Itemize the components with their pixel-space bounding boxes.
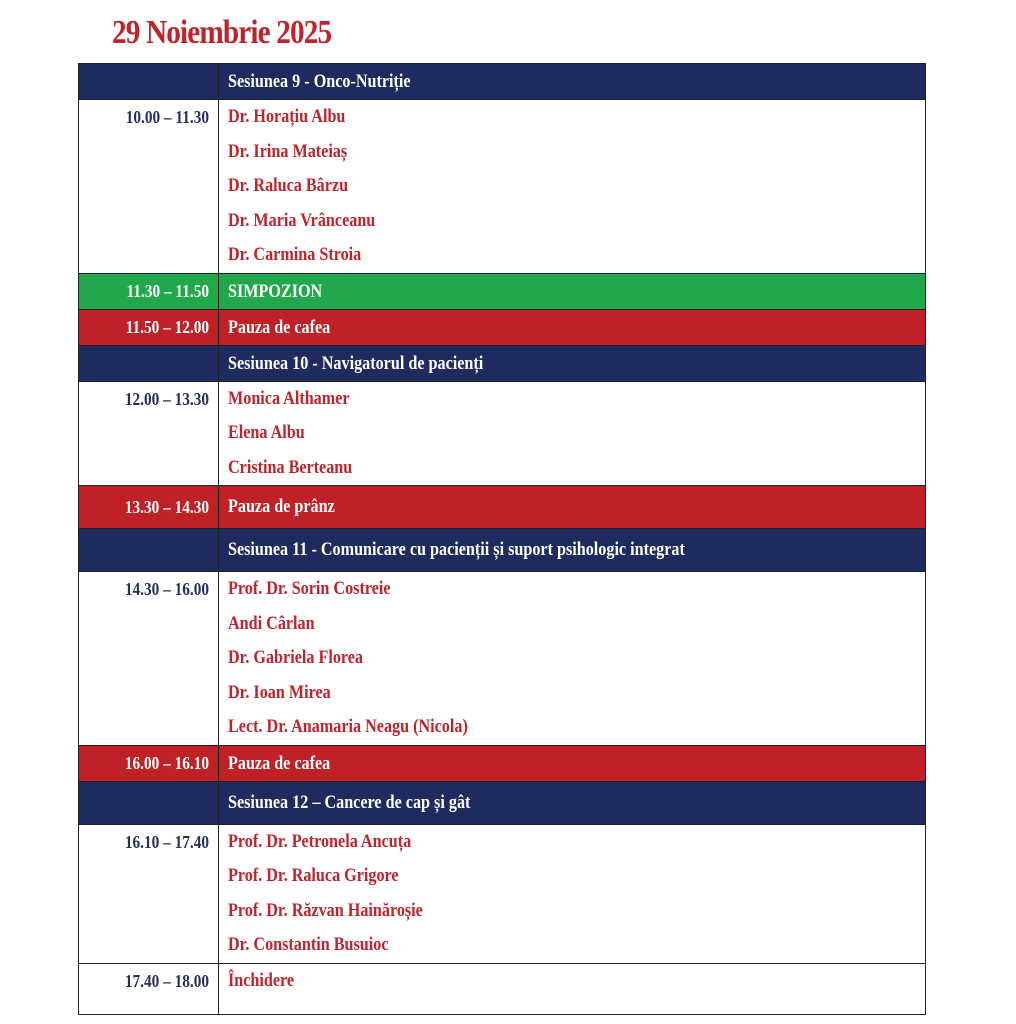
time-cell: 13.30 – 14.30 [79,486,219,529]
time-cell [79,529,219,572]
event-label: Pauza de cafea [219,745,926,781]
speaker-name: Cristina Berteanu [228,456,353,478]
session-title: Sesiunea 10 - Navigatorul de pacienți [219,345,926,381]
time-cell: 11.50 – 12.00 [79,309,219,345]
speaker-name: Prof. Dr. Răzvan Hainăroșie [228,899,423,921]
simpozion-row [79,273,926,309]
speakers-list [219,572,926,746]
time-cell [79,345,219,381]
session-11-header-row [79,529,926,572]
speakers-list [219,381,926,486]
session-9-header-row [79,64,926,100]
coffee-break-row [79,745,926,781]
time-cell: 16.10 – 17.40 [79,824,219,963]
closing-row [79,963,926,1014]
session-10-header-row [79,345,926,381]
speaker-name: Elena Albu [228,422,305,443]
event-label: Pauza de cafea [219,309,926,345]
speaker-name: Prof. Dr. Raluca Grigore [228,865,399,886]
speaker-name: Monica Althamer [228,387,350,409]
time-cell: 14.30 – 16.00 [79,572,219,746]
speaker-name: Dr. Ioan Mirea [228,681,331,703]
lunch-break-row [79,486,926,529]
speakers-list [219,824,926,963]
speaker-name: Dr. Maria Vrânceanu [228,209,376,231]
session-12-header-row [79,781,926,824]
session-11-speakers-row [79,572,926,746]
speaker-name: Dr. Irina Mateiaș [228,140,348,162]
session-title: Sesiunea 12 – Cancere de cap și gât [219,781,926,824]
speaker-name: Prof. Dr. Petronela Ancuța [228,830,412,852]
page-title: 29 Noiembrie 2025 [112,14,332,51]
session-10-speakers-row [79,381,926,486]
time-cell [79,781,219,824]
session-9-speakers-row [79,100,926,274]
speaker-name: Dr. Constantin Busuioc [228,934,389,955]
speaker-name: Andi Cârlan [228,612,315,634]
time-cell: 11.30 – 11.50 [79,273,219,309]
session-title: Sesiunea 11 - Comunicare cu pacienții și suport psihologic integrat [219,529,926,572]
time-cell: 17.40 – 18.00 [79,963,219,1014]
time-cell: 10.00 – 11.30 [79,100,219,274]
speaker-name: Dr. Raluca Bârzu [228,175,349,196]
speaker-name: Lect. Dr. Anamaria Neagu (Nicola) [228,716,468,737]
speaker-name: Dr. Carmina Stroia [228,244,362,265]
speaker-name: Dr. Gabriela Florea [228,647,364,668]
time-cell: 12.00 – 13.30 [79,381,219,486]
speaker-name: Prof. Dr. Sorin Costreie [228,578,391,599]
session-12-speakers-row [79,824,926,963]
schedule-table [78,63,926,1015]
speaker-name: Dr. Horațiu Albu [228,106,346,127]
time-cell [79,64,219,100]
event-label: SIMPOZION [219,273,926,309]
event-label: Închidere [219,963,926,1014]
time-cell: 16.00 – 16.10 [79,745,219,781]
session-title: Sesiunea 9 - Onco-Nutriție [219,64,926,100]
event-label: Pauza de prânz [219,486,926,529]
coffee-break-row [79,309,926,345]
speakers-list [219,100,926,274]
